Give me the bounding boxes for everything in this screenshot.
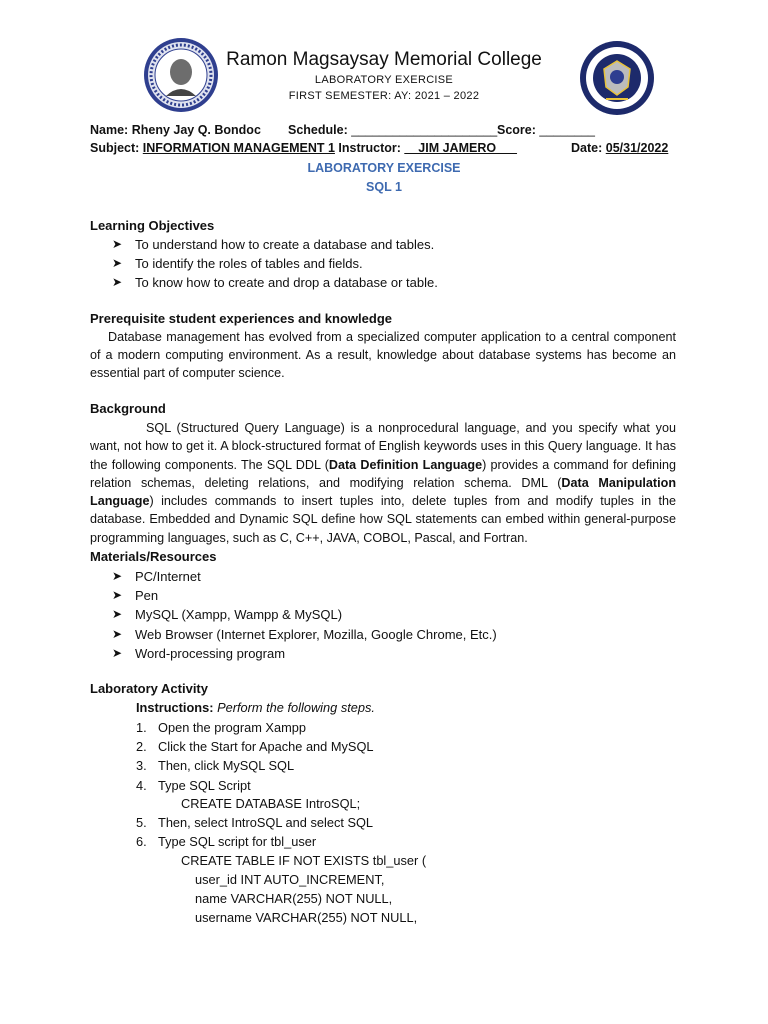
date-value: 05/31/2022 xyxy=(605,141,669,155)
date-label: Date: xyxy=(571,141,603,155)
materials-heading: Materials/Resources xyxy=(90,549,217,564)
prereq-heading: Prerequisite student experiences and knowledge xyxy=(90,311,392,326)
arrow-bullet-icon: ➤ xyxy=(112,588,123,603)
subject-value: INFORMATION MANAGEMENT 1 xyxy=(142,141,335,155)
instructions-line: Instructions: Perform the following steps. xyxy=(136,700,375,715)
name-value: Rheny Jay Q. Bondoc xyxy=(131,123,261,137)
list-item: 2. Click the Start for Apache and MySQL xyxy=(136,739,374,755)
arrow-bullet-icon: ➤ xyxy=(112,645,123,660)
background-paragraph: SQL (Structured Query Language) is a nonprocedural language, and you specify what you want, not how to get it. A block-structured format of English keywords uses in this Query language. It has the following components. The SQL DDL (Data Definition Language) provides a command for defining relation schemas, deleting relations, and modifying relation schema. DML (Data Manipulation Language) includes commands to insert tuples into, delete tuples from and modify tuples in the database. Embedded and Dynamic SQL define how SQL statements can embed within general-purpose programming languages, such as C, C++, JAVA, COBOL, Pascal, and Fortran. xyxy=(90,421,677,545)
list-item: ➤ Pen xyxy=(112,588,159,604)
instructor-value: __JIM JAMERO___ xyxy=(404,141,517,155)
code-line: username VARCHAR(255) NOT NULL, xyxy=(195,910,418,925)
schedule-label: Schedule: xyxy=(288,123,348,137)
arrow-bullet-icon: ➤ xyxy=(112,626,123,641)
subject-label: Subject: xyxy=(90,141,140,155)
list-item: 1. Open the program Xampp xyxy=(136,720,306,735)
materials-list xyxy=(90,567,497,663)
code-line: user_id INT AUTO_INCREMENT, xyxy=(195,872,385,887)
code-create-database: CREATE DATABASE IntroSQL; xyxy=(181,796,361,811)
name-label: Name: xyxy=(90,123,129,137)
code-line: name VARCHAR(255) NOT NULL, xyxy=(195,891,393,906)
list-item: ➤ To identify the roles of tables and fields. xyxy=(112,256,363,272)
schedule-value: _____________________ xyxy=(351,123,498,137)
list-item: ➤ Web Browser (Internet Explorer, Mozilla, Google Chrome, Etc.) xyxy=(112,626,497,642)
list-item: 4. Type SQL Script xyxy=(136,777,251,793)
arrow-bullet-icon: ➤ xyxy=(112,275,123,290)
list-item: 5. Then, select IntroSQL and select SQL xyxy=(136,815,374,830)
college-name: Ramon Magsaysay Memorial College xyxy=(226,49,542,70)
steps-list xyxy=(136,718,536,795)
list-item: ➤ To know how to create and drop a database or table. xyxy=(112,275,438,291)
instructor-label: Instructor: xyxy=(338,141,401,155)
arrow-bullet-icon: ➤ xyxy=(112,256,123,271)
score-label: Score: xyxy=(497,123,536,137)
arrow-bullet-icon: ➤ xyxy=(112,237,123,251)
arrow-bullet-icon: ➤ xyxy=(112,569,123,583)
exercise-subtitle: SQL 1 xyxy=(366,180,402,194)
list-item: ➤ To understand how to create a database and tables. xyxy=(112,237,435,252)
list-item: ➤ Word-processing program xyxy=(112,645,286,661)
arrow-bullet-icon: ➤ xyxy=(112,607,123,622)
activity-heading: Laboratory Activity xyxy=(90,681,208,696)
list-item: 3. Then, click MySQL SQL xyxy=(136,758,295,774)
exercise-title: LABORATORY EXERCISE xyxy=(307,161,461,175)
objectives-list xyxy=(90,235,438,293)
code-create-table: CREATE TABLE IF NOT EXISTS tbl_user ( xyxy=(181,853,427,868)
list-item: ➤ MySQL (Xampp, Wampp & MySQL) xyxy=(112,607,343,623)
list-item: ➤ PC/Internet xyxy=(112,569,201,584)
prereq-paragraph: Database management has evolved from a specialized computer application to a central component of a modern computing environment. As a result, knowledge about database systems has become an essential part of computer science. xyxy=(90,330,676,380)
list-item: 6. Type SQL script for tbl_user xyxy=(136,834,317,850)
score-value: ________ xyxy=(539,123,596,137)
steps-list-2 xyxy=(136,813,536,851)
header-semester: FIRST SEMESTER: AY: 2021 – 2022 xyxy=(288,90,480,102)
background-heading: Background xyxy=(90,401,166,416)
header-subtitle: LABORATORY EXERCISE xyxy=(314,74,454,86)
objectives-heading: Learning Objectives xyxy=(90,218,215,233)
